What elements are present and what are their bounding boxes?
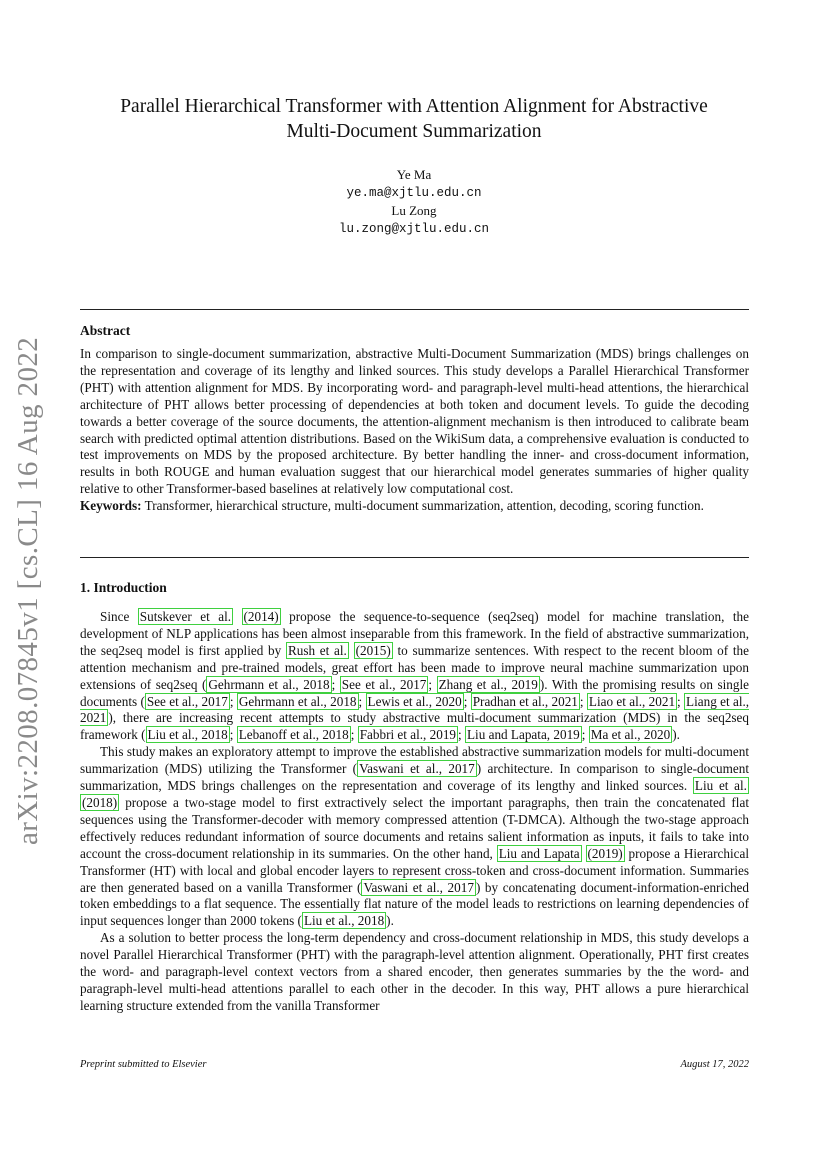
paragraph-text: ). xyxy=(672,727,680,743)
citation-link[interactable]: Liu and Lapata, 2019 xyxy=(466,727,580,743)
paragraph-text: ; xyxy=(677,693,685,709)
abstract-text: In comparison to single-document summarization, abstractive Multi-Document Summarization (MDS) brings challenges on the representation and coverage of its lengthy and linked sources. This study develops a Parallel Hierarchical Transformer (PHT) with attention alignment for MDS. By incorporating word- and paragraph-level multi-head attentions, the hierarchical architecture of PHT allows better processing of dependencies at both token and document levels. To guide the decoding towards a better coverage of the source documents, the attention-alignment mechanism is then introduced to calibrate beam search with predicted optimal attention distributions. Based on the WikiSum data, a comprehensive evaluation is conducted to test improvements on MDS by the proposed architecture. By better handling the inner- and cross-document information, results in both ROUGE and human evaluation suggest that our hierarchical model generates summaries of higher quality relative to other Transformer-based baselines at relatively low computational cost. xyxy=(80,346,749,497)
citation-link[interactable]: Gehrmann et al., 2018 xyxy=(238,693,357,709)
author-email[interactable]: lu.zong@xjtlu.edu.cn xyxy=(338,222,490,236)
paragraph-text: Since xyxy=(100,609,138,624)
citation-link[interactable]: See et al., 2017 xyxy=(146,693,228,709)
paragraph-text: ; xyxy=(229,693,237,709)
abstract xyxy=(80,346,749,515)
paragraph-text: ; xyxy=(458,727,465,743)
author-email[interactable]: ye.ma@xjtlu.edu.cn xyxy=(346,186,482,200)
citation-link[interactable]: Zhang et al., 2019 xyxy=(438,676,538,692)
paragraph-text: ; xyxy=(581,727,589,743)
paragraph-text: ) by concatenating document-information-enriched token embeddings to a flat sequence. The essentially flat nature of the model leads to restrictions on learning dependencies of input sequences longer than 2000 tokens ( xyxy=(80,879,749,929)
paragraph-text: As a solution to better process the long-term dependency and cross-document relationship in MDS, this study develops a novel Parallel Hierarchical Transformer (PHT) with the paragraph-level attention alignment. Operationally, PHT first creates the word- and paragraph-level context vectors from a shared encoder, then generates summaries by the the word- and paragraph-level multi-head attentions parallel to each other in the decoder. In this way, PHT allows a pure hierarchical learning structure extended from the vanilla Transformer xyxy=(80,930,749,1013)
citation-link[interactable]: Liao et al., 2021 xyxy=(588,693,676,709)
keywords xyxy=(80,498,749,515)
paragraph-text: propose a two-stage model to first extractively select the important paragraphs, then train the concatenated flat sequences using the Transformer-decoder with memory compressed attention (T-DMCA). Although the two-stage approach effectively reduces redundant information of source documents and retains salient information as inputs, it fails to take into account the cross-document relationship in its summaries. On the other hand, xyxy=(80,794,749,861)
citation-link[interactable]: Lebanoff et al., 2018 xyxy=(238,727,349,743)
paragraph-text: ; xyxy=(579,693,587,709)
abstract-heading: Abstract xyxy=(80,323,131,338)
citation-link[interactable]: See et al., 2017 xyxy=(341,676,427,692)
citation-link[interactable]: Liu et al., 2018 xyxy=(303,913,385,929)
section-heading: 1. Introduction xyxy=(80,580,167,595)
arxiv-identifier: arXiv:2208.07845v1 [cs.CL] 16 Aug 2022 xyxy=(12,336,44,845)
paragraph-text: propose the sequence-to-sequence (seq2seq) model for machine translation, the development of NLP applications has been almost inseparable from this framework. In the field of abstractive summarization, the seq2seq model is first applied by xyxy=(80,609,749,658)
keywords-label: Keywords: xyxy=(80,498,142,514)
paragraph-text: ) architecture. In comparison to single-document summarization, MDS brings challenges on the representation and coverage of its lengthy and linked sources. xyxy=(80,761,749,794)
keywords-text: Transformer, hierarchical structure, multi-document summarization, attention, decoding, scoring function. xyxy=(144,498,704,514)
citation-link[interactable]: Liu et al. xyxy=(694,778,747,794)
citation-link[interactable]: Pradhan et al., 2021 xyxy=(472,693,578,709)
footer-left: Preprint submitted to Elsevier xyxy=(80,1059,207,1070)
citation-link[interactable]: Fabbri et al., 2019 xyxy=(359,727,457,743)
paragraph-text: to summarize sentences. With respect to the recent bloom of the attention mechanism and pre-trained models, great effort has been made to improve neural machine summarization upon extensions of seq2seq ( xyxy=(80,642,750,692)
citation-link[interactable]: Liu et al., 2018 xyxy=(147,727,228,743)
paragraph-text: This study makes an exploratory attempt to improve the established abstractive summarization models for multi-document summarization (MDS) utilizing the Transformer ( xyxy=(80,744,749,777)
citation-link[interactable]: (2019) xyxy=(587,845,623,861)
paragraph-text: ; xyxy=(463,693,471,709)
author-name: Ye Ma xyxy=(396,167,432,182)
paragraph xyxy=(80,609,749,744)
footer-right: August 17, 2022 xyxy=(680,1059,749,1070)
citation-link[interactable]: (2014) xyxy=(243,609,279,624)
paragraph-text: ; xyxy=(229,727,237,743)
top-rule xyxy=(80,309,749,310)
author-name: Lu Zong xyxy=(391,203,437,218)
author-block xyxy=(200,166,628,238)
paragraph-text: ), there are increasing recent attempts to study abstractive multi-document summarization (MDS) in the seq2seq framework ( xyxy=(80,710,749,743)
citation-link[interactable]: Liu and Lapata xyxy=(498,845,580,861)
paragraph-text: ; xyxy=(428,676,437,692)
citation-link[interactable]: Vaswani et al., 2017 xyxy=(363,879,474,895)
title-line-1: Parallel Hierarchical Transformer with Attention Alignment for Abstractive xyxy=(120,96,708,117)
citation-link[interactable]: Sutskever et al. xyxy=(139,609,232,624)
citation-link[interactable]: Rush et al. xyxy=(287,642,347,658)
paragraph-text xyxy=(582,846,586,861)
paragraph-text xyxy=(349,643,354,658)
paragraph xyxy=(80,744,749,930)
title-line-2: Multi-Document Summarization xyxy=(286,121,542,142)
paper-title xyxy=(60,94,768,144)
paragraph-text: ; xyxy=(350,727,358,743)
citation-link[interactable]: (2015) xyxy=(355,642,391,658)
citation-link[interactable]: Ma et al., 2020 xyxy=(590,727,671,743)
introduction-body xyxy=(80,609,749,1015)
citation-link[interactable]: Vaswani et al., 2017 xyxy=(359,761,475,777)
paragraph-text: ; xyxy=(358,693,366,709)
paragraph-text: ). xyxy=(386,913,394,929)
citation-link[interactable]: (2018) xyxy=(82,794,118,810)
citation-link[interactable]: Lewis et al., 2020 xyxy=(367,693,462,709)
citation-link[interactable]: Liang et al., 2021 xyxy=(80,693,750,726)
paragraph-text: propose a Hierarchical Transformer (HT) with local and global encoder layers to represent cross-token and cross-document information. Summaries are then generated based on a vanilla Transformer ( xyxy=(80,845,750,895)
page-footer xyxy=(80,1059,749,1070)
citation-link[interactable]: Gehrmann et al., 2018 xyxy=(208,676,330,692)
paragraph xyxy=(80,930,749,1015)
paragraph-text: ). With the promising results on single documents ( xyxy=(80,676,749,709)
bottom-rule xyxy=(80,557,749,558)
paragraph-text xyxy=(233,609,241,624)
paragraph-text: ; xyxy=(331,676,340,692)
